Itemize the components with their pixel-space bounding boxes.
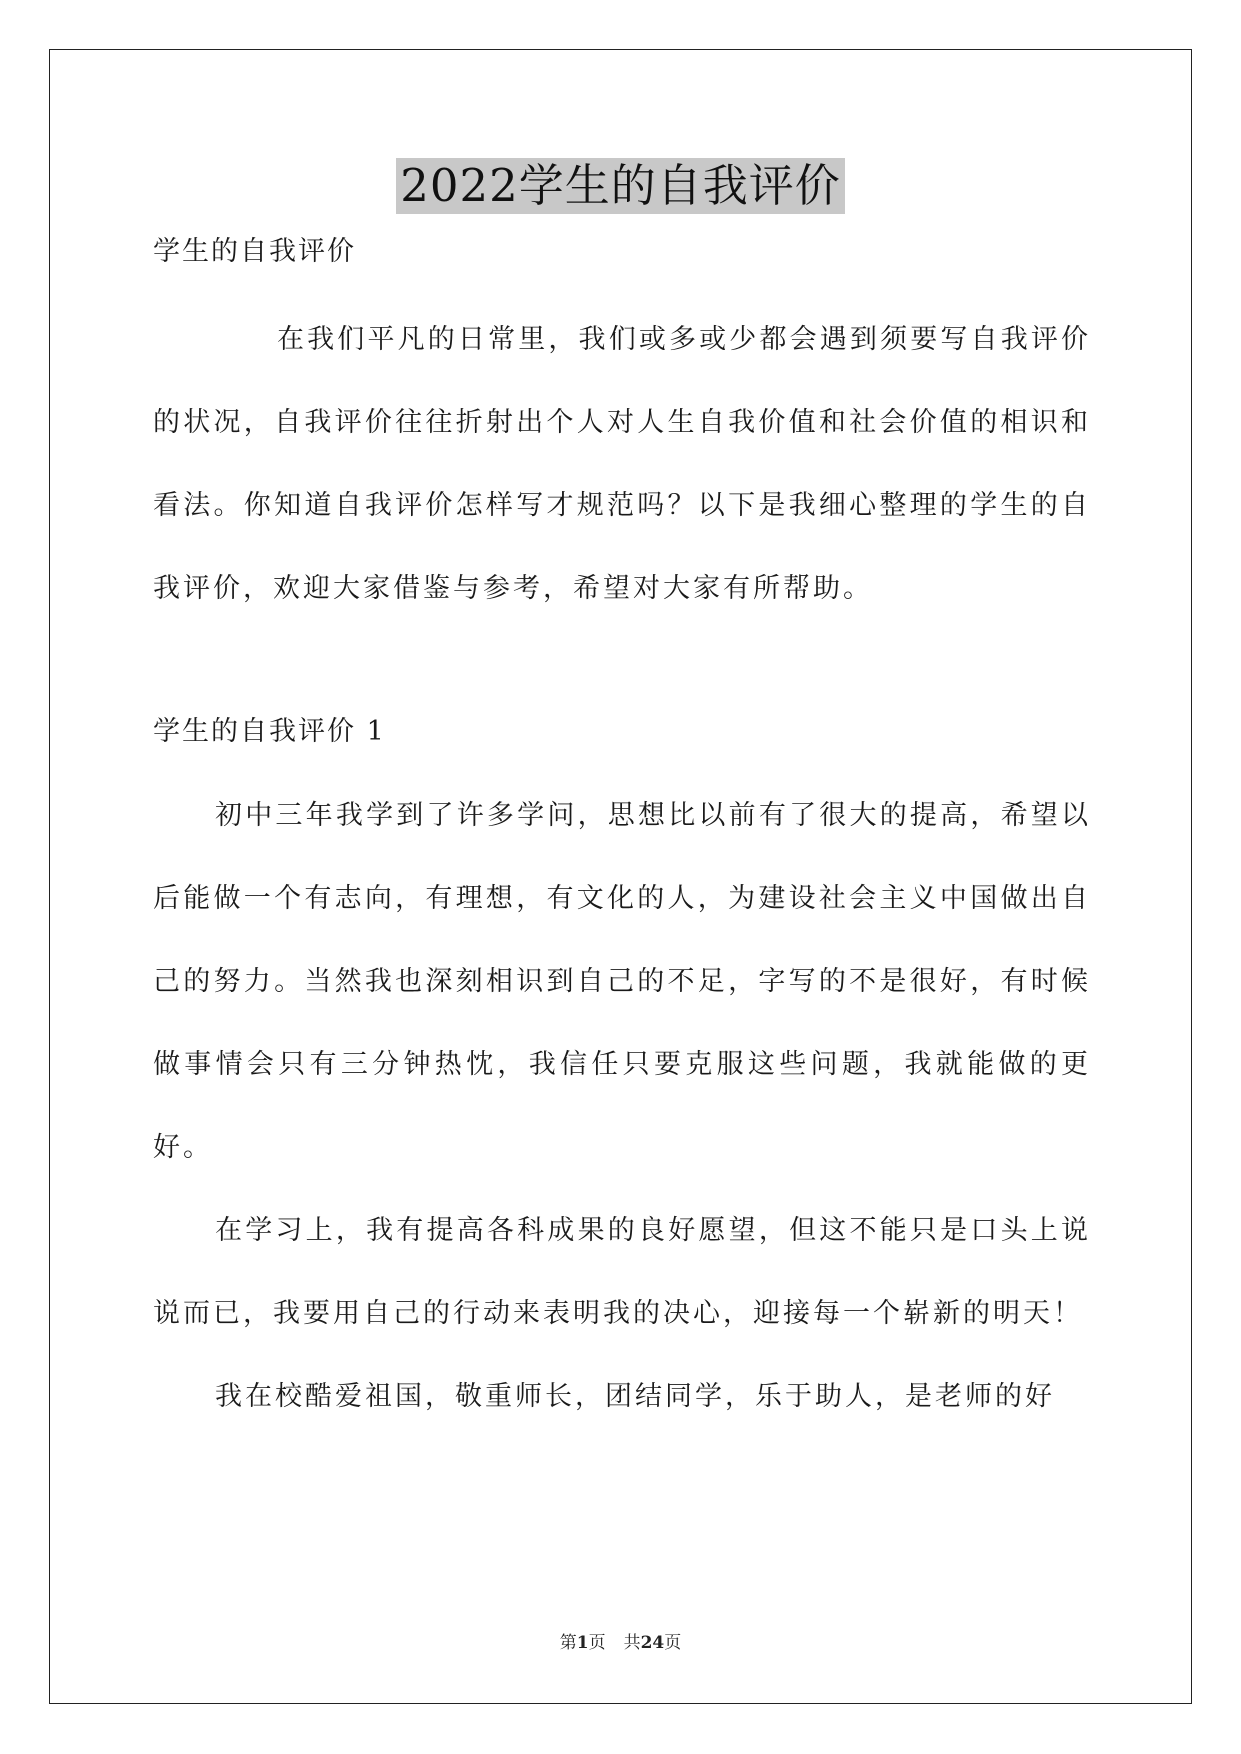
section1-paragraph-3: 我在校酷爱祖国，敬重师长，团结同学，乐于助人，是老师的好 [215,1381,1055,1412]
intro-heading: 学生的自我评价 [153,236,356,267]
footer-total-suffix: 页 [664,1633,682,1653]
footer-page-total: 24 [640,1633,665,1653]
section1-heading: 学生的自我评价 1 [153,716,386,747]
footer-total-prefix: 共 [623,1633,641,1653]
page-footer [0,1628,1241,1653]
title-container [0,158,1241,214]
section1-paragraph-1: 初中三年我学到了许多学问，思想比以前有了很大的提高，希望以后能做一个有志向，有理想，有文化的人，为建设社会主义中国做出自己的努力。当然我也深刻相识到自己的不足，字写的不是很好，有时候做事情会只有三分钟热忱，我信任只要克服这些问题，我就能做的更好。 [153,800,1091,1163]
footer-page-current: 1 [576,1633,589,1653]
document-body [153,232,1091,1438]
section1-paragraph-2: 在学习上，我有提高各科成果的良好愿望，但这不能只是口头上说说而已，我要用自己的行动来表明我的决心，迎接每一个崭新的明天！ [153,1215,1091,1329]
footer-page-suffix: 页 [588,1633,606,1653]
footer-page-prefix: 第 [559,1633,577,1653]
document-title: 2022学生的自我评价 [396,158,845,214]
intro-paragraph: 在我们平凡的日常里，我们或多或少都会遇到须要写自我评价的状况，自我评价往往折射出个人对人生自我价值和社会价值的相识和看法。你知道自我评价怎样写才规范吗？以下是我细心整理的学生的自我评价，欢迎大家借鉴与参考，希望对大家有所帮助。 [153,324,1091,604]
